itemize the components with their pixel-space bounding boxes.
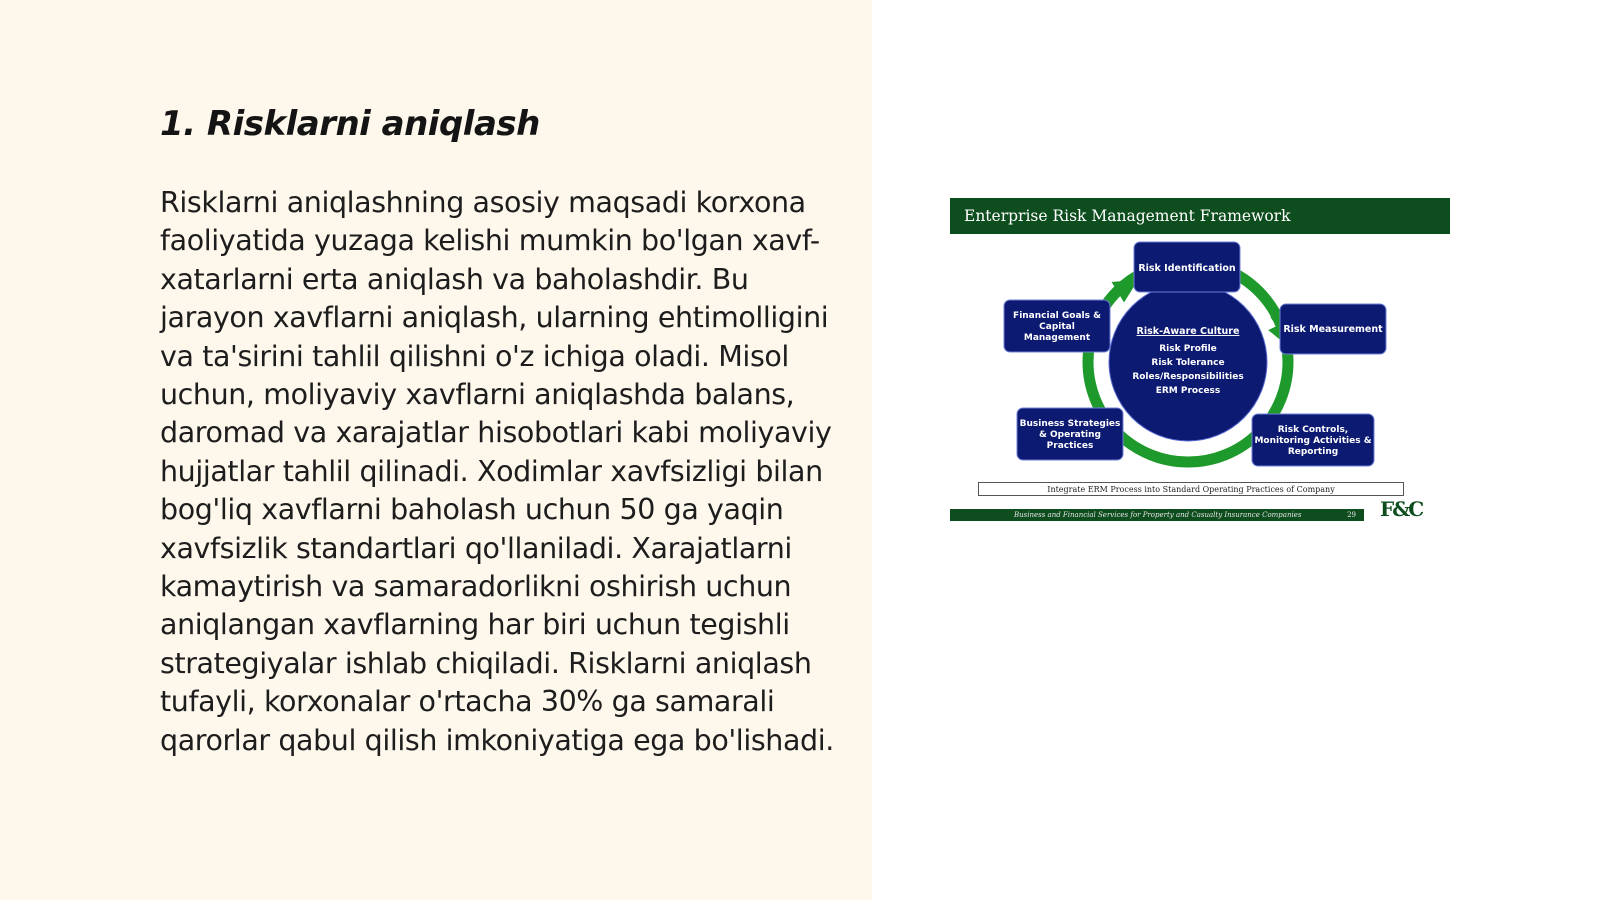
node-label: Financial Goals &: [1013, 311, 1101, 321]
node-label: Practices: [1046, 441, 1094, 451]
center-line: ERM Process: [1155, 386, 1221, 396]
slide-title: 1. Risklarni aniqlash: [160, 104, 540, 144]
node-label: Risk Measurement: [1283, 324, 1383, 335]
figure-footer-bar: [950, 509, 1364, 521]
erm-cycle-diagram: [950, 234, 1450, 524]
node-label: Business Strategies: [1019, 419, 1121, 429]
node-risk-identification: [1134, 242, 1240, 292]
center-title: Risk-Aware Culture: [1136, 326, 1240, 337]
page-number: 29: [1347, 511, 1356, 519]
center-line: Roles/Responsibilities: [1132, 372, 1244, 382]
company-logo: F&C: [1380, 497, 1423, 521]
center-line: Risk Tolerance: [1151, 358, 1225, 368]
figure-header: Enterprise Risk Management Framework: [950, 198, 1450, 234]
footer-text: Business and Financial Services for Property and Casualty Insurance Companies: [1014, 511, 1302, 519]
node-label: Capital: [1039, 322, 1075, 332]
slide-body: Risklarni aniqlashning asosiy maqsadi korxona faoliyatida yuzaga kelishi mumkin bo'lgan xavf-xatarlarni erta aniqlash va baholashdir. Bu jarayon xavflarni aniqlash, ularning ehtimolligini va ta'sirini tahlil qilishni o'z ichiga oladi. Misol uchun, moliyaviy xavflarni aniqlashda balans, daromad va xarajatlar hisobotlari kabi moliyaviy hujjatlar tahlil qilinadi. Xodimlar xavfsizligi bilan bog'liq xavflarni baholash uchun 50 ga yaqin xavfsizlik standartlari qo'llaniladi. Xarajatlarni kamaytirish va samaradorlikni oshirish uchun aniqlangan xavflarning har biri uchun tegishli strategiyalar ishlab chiqiladi. Risklarni aniqlash tufayli, korxonalar o'rtacha 30% ga samarali qarorlar qabul qilish imkoniyatiga ega bo'lishadi.: [160, 186, 834, 757]
node-risk-controls: [1252, 414, 1374, 466]
erm-framework-figure: [950, 198, 1450, 524]
node-label: Risk Controls,: [1277, 425, 1349, 435]
node-label: Management: [1023, 333, 1091, 343]
node-label: & Operating: [1039, 430, 1101, 440]
center-line: Risk Profile: [1159, 344, 1217, 354]
node-label: Monitoring Activities &: [1254, 436, 1372, 446]
integration-caption-bar: Integrate ERM Process into Standard Operating Practices of Company: [978, 482, 1404, 496]
node-business-strategies: [1017, 408, 1123, 460]
node-label: Reporting: [1287, 447, 1339, 457]
node-financial-goals: [1004, 300, 1110, 352]
node-label: Risk Identification: [1138, 263, 1236, 274]
node-risk-measurement: [1280, 304, 1386, 354]
